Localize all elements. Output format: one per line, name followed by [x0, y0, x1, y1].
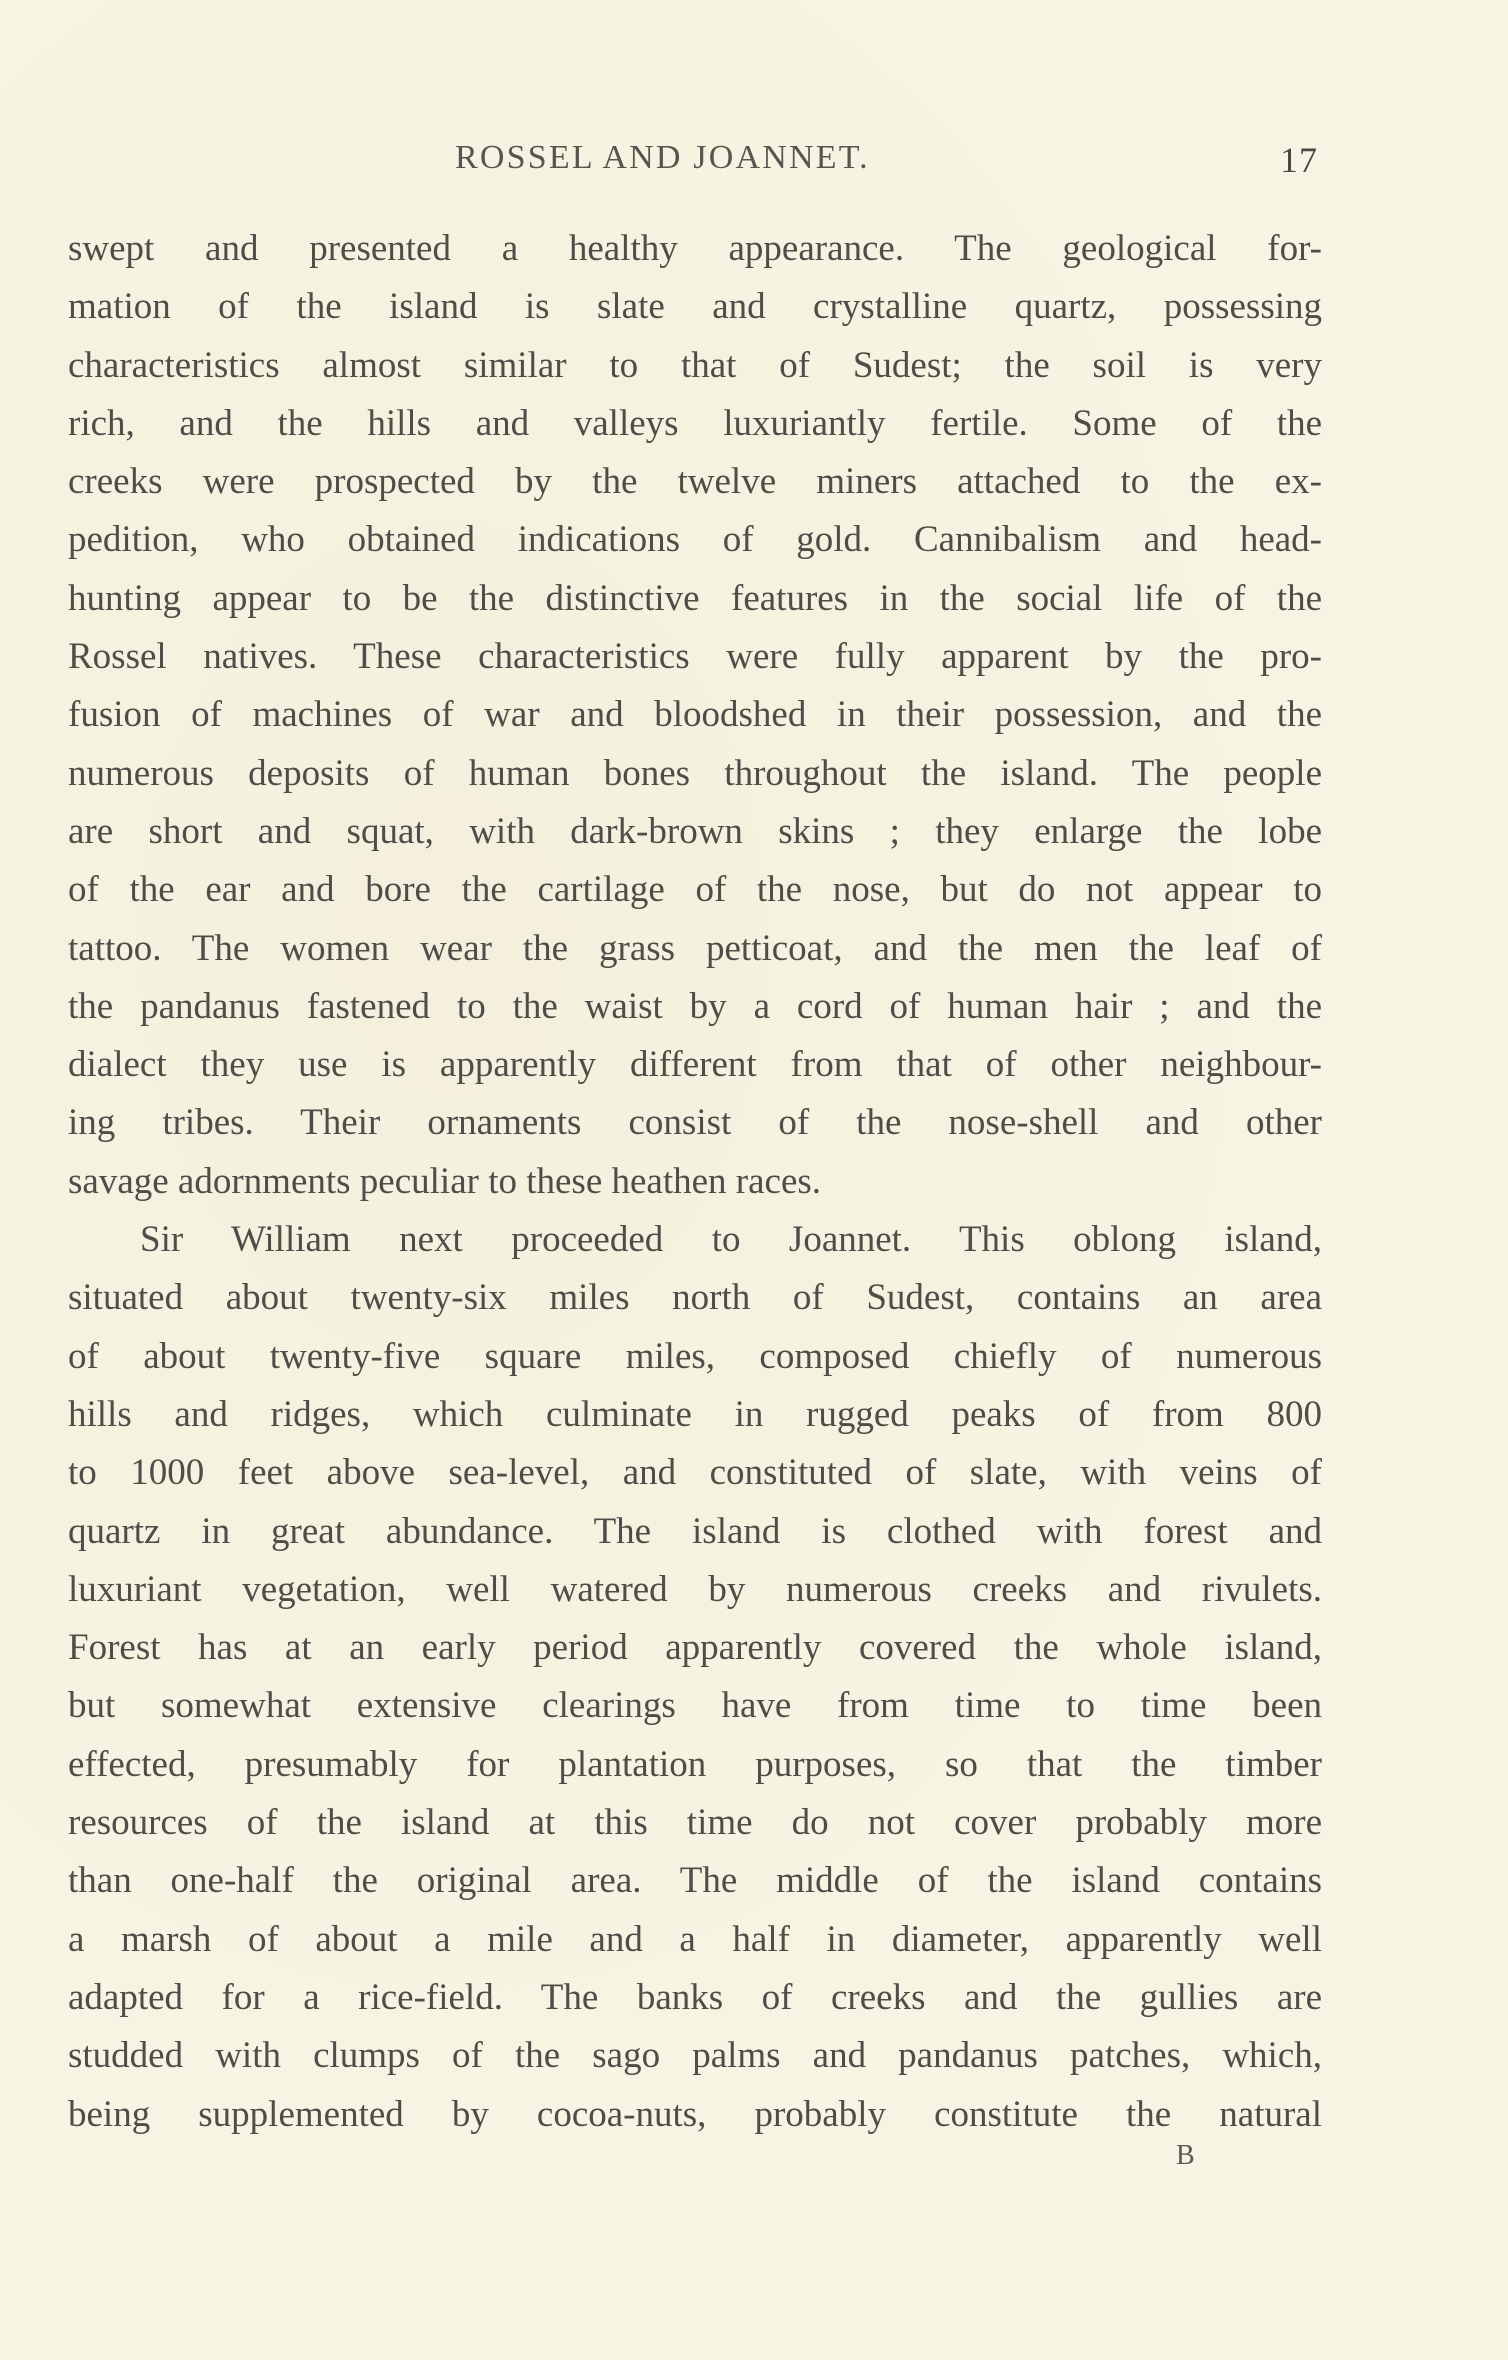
text-line: situated about twenty-six miles north of Sudest, contains an area [68, 1277, 1322, 1319]
text-line: Forest has at an early period apparently covered the whole island, [68, 1627, 1322, 1669]
text-line: being supplemented by cocoa-nuts, probably constitute the natural [68, 2093, 1322, 2135]
text-line: effected, presumably for plantation purposes, so that the timber [68, 1743, 1322, 1785]
text-line: swept and presented a healthy appearance. The geological for- [68, 228, 1322, 269]
signature-mark: B [1176, 2140, 1195, 2171]
text-line: of about twenty-five square miles, composed chiefly of numerous [68, 1335, 1322, 1377]
paragraph-end-line: savage adornments peculiar to these heathen races. [68, 1160, 822, 1202]
running-title: ROSSEL AND JOANNET. [455, 139, 870, 176]
text-line: creeks were prospected by the twelve miners attached to the ex- [68, 461, 1322, 503]
text-line: pedition, who obtained indications of gold. Cannibalism and head- [68, 519, 1322, 561]
text-line: tattoo. The women wear the grass petticoat, and the men the leaf of [68, 927, 1322, 969]
text-line: to 1000 feet above sea-level, and constituted of slate, with veins of [68, 1452, 1322, 1494]
text-line: adapted for a rice-field. The banks of creeks and the gullies are [68, 1976, 1322, 2018]
paragraph-start-line: Sir William next proceeded to Joannet. This oblong island, [140, 1219, 1322, 1261]
text-line: ing tribes. Their ornaments consist of the nose-shell and other [68, 1102, 1322, 1144]
text-line: rich, and the hills and valleys luxuriantly fertile. Some of the [68, 402, 1322, 444]
text-line: numerous deposits of human bones throughout the island. The people [68, 752, 1322, 794]
text-line: of the ear and bore the cartilage of the nose, but do not appear to [68, 869, 1322, 911]
text-line: characteristics almost similar to that of Sudest; the soil is very [68, 344, 1322, 386]
text-line: the pandanus fastened to the waist by a cord of human hair ; and the [68, 985, 1322, 1027]
text-line: resources of the island at this time do not cover probably more [68, 1802, 1322, 1844]
page-number: 17 [1280, 140, 1318, 180]
text-line: studded with clumps of the sago palms and pandanus patches, which, [68, 2035, 1322, 2077]
body-text [68, 220, 1322, 2144]
text-line: are short and squat, with dark-brown skins ; they enlarge the lobe [68, 810, 1322, 852]
text-line: mation of the island is slate and crystalline quartz, possessing [68, 286, 1322, 328]
text-line: luxuriant vegetation, well watered by numerous creeks and rivulets. [68, 1568, 1322, 1610]
text-line: Rossel natives. These characteristics were fully apparent by the pro- [68, 636, 1322, 678]
text-line: a marsh of about a mile and a half in diameter, apparently well [68, 1918, 1322, 1960]
text-line: than one-half the original area. The middle of the island contains [68, 1860, 1322, 1902]
text-line: hills and ridges, which culminate in rugged peaks of from 800 [68, 1393, 1322, 1435]
text-line: hunting appear to be the distinctive features in the social life of the [68, 577, 1322, 619]
running-head [0, 136, 1508, 180]
text-line: dialect they use is apparently different from that of other neighbour- [68, 1044, 1322, 1086]
text-line: quartz in great abundance. The island is clothed with forest and [68, 1510, 1322, 1552]
text-line: fusion of machines of war and bloodshed in their possession, and the [68, 694, 1322, 736]
text-line: but somewhat extensive clearings have from time to time been [68, 1685, 1322, 1727]
